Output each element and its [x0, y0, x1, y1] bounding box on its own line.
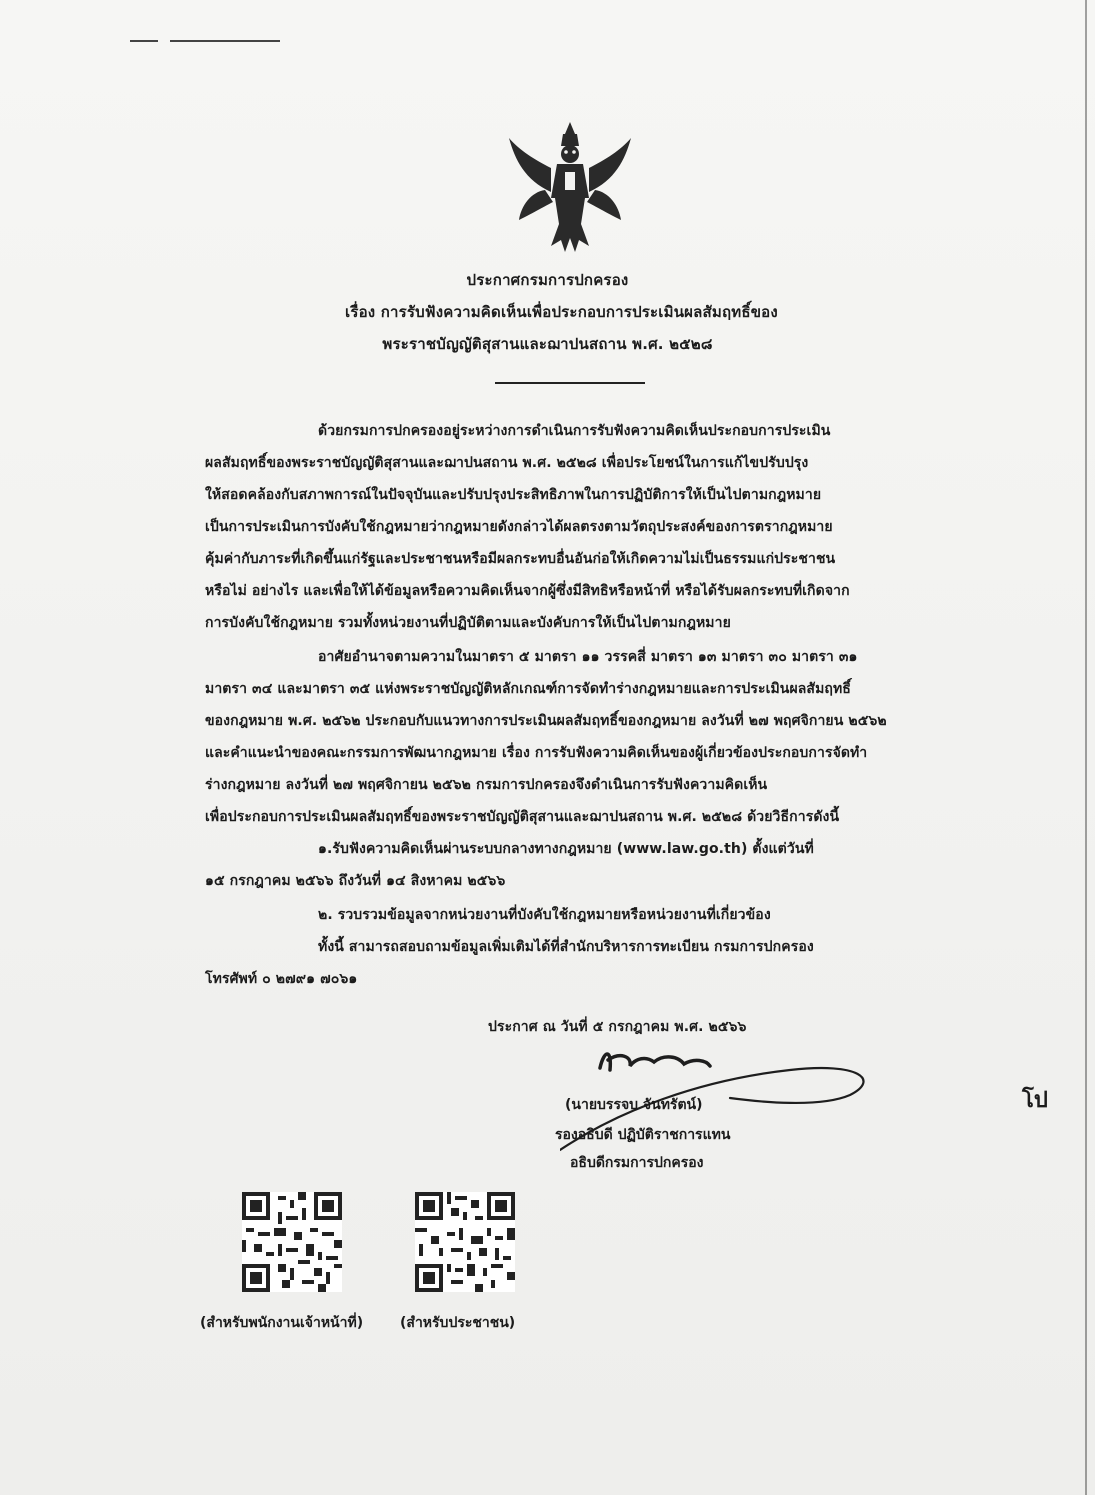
signatory-office: อธิบดีกรมการปกครอง	[570, 1155, 704, 1171]
paragraph-1-line: การบังคับใช้กฎหมาย รวมทั้งหน่วยงานที่ปฏิบัติตามและบังคับการให้เป็นไปตามกฎหมาย	[205, 615, 731, 631]
qr-code-public-icon[interactable]	[415, 1192, 515, 1292]
scan-artifact-dash	[130, 40, 158, 42]
garuda-emblem-icon	[505, 120, 635, 260]
paragraph-1-line: ด้วยกรมการปกครองอยู่ระหว่างการดำเนินการรับฟังความคิดเห็นประกอบการประเมิน	[318, 423, 831, 439]
page-edge-shadow	[1085, 0, 1087, 1495]
method-item-1: ๑.รับฟังความคิดเห็นผ่านระบบกลางทางกฎหมาย (www.law.go.th) ตั้งแต่วันที่	[318, 841, 814, 857]
contact-phone: โทรศัพท์ ๐ ๒๗๙๑ ๗๐๖๑	[205, 971, 358, 987]
announcement-issuer: ประกาศกรมการปกครอง	[466, 271, 629, 289]
paragraph-1-line: คุ้มค่ากับภาระที่เกิดขึ้นแก่รัฐและประชาชนหรือมีผลกระทบอื่นอันก่อให้เกิดความไม่เป็นธรรมแก่ประชาชน	[205, 551, 836, 567]
qr-label-public: (สำหรับประชาชน)	[400, 1315, 516, 1331]
paragraph-1-line: ให้สอดคล้องกับสภาพการณ์ในปัจจุบันและปรับปรุงประสิทธิภาพในการปฏิบัติการให้เป็นไปตามกฎหมาย	[205, 487, 822, 503]
paragraph-1-line: หรือไม่ อย่างไร และเพื่อให้ได้ข้อมูลหรือความคิดเห็นจากผู้ซึ่งมีสิทธิหรือหน้าที่ หรือได้รับผลกระทบที่เกิดจาก	[205, 583, 850, 599]
paragraph-2-line: มาตรา ๓๔ และมาตรา ๓๕ แห่งพระราชบัญญัติหลักเกณฑ์การจัดทำร่างกฎหมายและการประเมินผลสัมฤทธิ์	[205, 681, 851, 697]
signatory-name: (นายบรรจบ จันทรัตน์)	[565, 1097, 703, 1113]
method-item-1-dates: ๑๕ กรกฎาคม ๒๕๖๖ ถึงวันที่ ๑๔ สิงหาคม ๒๕๖๖	[205, 873, 506, 889]
announcement-date: ประกาศ ณ วันที่ ๕ กรกฎาคม พ.ศ. ๒๕๖๖	[488, 1019, 747, 1035]
announcement-act-title: พระราชบัญญัติสุสานและฌาปนสถาน พ.ศ. ๒๕๒๘	[382, 335, 713, 353]
signatory-position: รองอธิบดี ปฏิบัติราชการแทน	[555, 1127, 731, 1143]
paragraph-2-line: อาศัยอำนาจตามความในมาตรา ๕ มาตรา ๑๑ วรรคสี่ มาตรา ๑๓ มาตรา ๓๐ มาตรา ๓๑	[318, 649, 858, 665]
continuation-mark: โป	[1022, 1088, 1048, 1113]
title-divider	[495, 382, 645, 384]
paragraph-2-line: ร่างกฎหมาย ลงวันที่ ๒๗ พฤศจิกายน ๒๕๖๒ กรมการปกครองจึงดำเนินการรับฟังความคิดเห็น	[205, 777, 768, 793]
paragraph-1-line: ผลสัมฤทธิ์ของพระราชบัญญัติสุสานและฌาปนสถาน พ.ศ. ๒๕๒๘ เพื่อประโยชน์ในการแก้ไขปรับปรุง	[205, 455, 809, 471]
paragraph-2-line: เพื่อประกอบการประเมินผลสัมฤทธิ์ของพระราชบัญญัติสุสานและฌาปนสถาน พ.ศ. ๒๕๒๘ ด้วยวิธีการดังนี้	[205, 809, 840, 825]
qr-label-staff: (สำหรับพนักงานเจ้าหน้าที่)	[200, 1315, 364, 1331]
paragraph-2-line: ของกฎหมาย พ.ศ. ๒๕๖๒ ประกอบกับแนวทางการประเมินผลสัมฤทธิ์ของกฎหมาย ลงวันที่ ๒๗ พฤศจิกายน ๒๕๖๒	[205, 713, 887, 729]
method-item-2: ๒. รวบรวมข้อมูลจากหน่วยงานที่บังคับใช้กฎหมายหรือหน่วยงานที่เกี่ยวข้อง	[318, 907, 771, 923]
paragraph-1-line: เป็นการประเมินการบังคับใช้กฎหมายว่ากฎหมายดังกล่าวได้ผลตรงตามวัตถุประสงค์ของการตรากฎหมาย	[205, 519, 833, 535]
paragraph-2-line: และคำแนะนำของคณะกรรมการพัฒนากฎหมาย เรื่อง การรับฟังความคิดเห็นของผู้เกี่ยวข้องประกอบการจัดทำ	[205, 745, 868, 761]
qr-code-staff-icon[interactable]	[242, 1192, 342, 1292]
contact-line: ทั้งนี้ สามารถสอบถามข้อมูลเพิ่มเติมได้ที่สำนักบริหารการทะเบียน กรมการปกครอง	[318, 939, 814, 955]
scan-artifact-line	[170, 40, 280, 42]
announcement-subject: เรื่อง การรับฟังความคิดเห็นเพื่อประกอบการประเมินผลสัมฤทธิ์ของ	[345, 303, 778, 321]
